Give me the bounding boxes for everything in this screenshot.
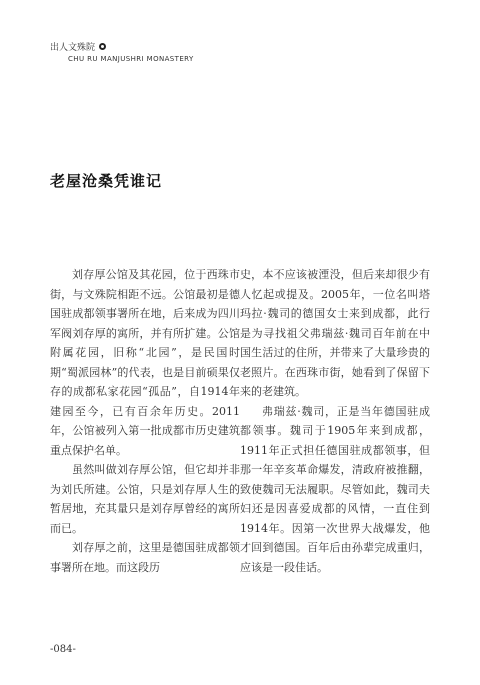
article-title: 老屋沧桑凭谁记: [50, 172, 163, 190]
page-number: -084-: [50, 644, 76, 655]
right-column: [240, 265, 430, 577]
paragraph: 刘存厚公馆及其花园，位于西珠市街，与文殊院相距不远。公馆最初是德国驻成都领事署所在地，后来成为四川军阀刘存厚的寓所，并有所扩建。公馆附属花园，旧称“北园”，是民国时期“蜀派园林”的代表，也是目前硕果仅存的成都私家花园“孤品”，自1914年建园至今，已有百余年历史。2011年，公馆被列入第一批成都市历史建筑重点保护名单。: [50, 268, 240, 457]
circle-icon: [99, 43, 106, 50]
paragraph: 虽然叫做刘存厚公馆，但它却并非为刘氏所建。公馆，只是刘存厚人生的暂居地，充其量只是刘存厚曾经的寓所而已。: [50, 463, 240, 535]
paragraph: 弗瑞兹·魏司，正是当年德国驻成都领事。魏司于1905年来到成都，1911年正式担任德国驻成都领事，但那一年辛亥革命爆发，清政府被推翻，致使魏司无法履职。尽管如此，魏司夫妇还是因喜爱成都的风情，一直住到1914年。因第一次世界大战爆发，他才回到德国。百年后由孙辈完成重归，应该是一段佳话。: [240, 404, 430, 574]
section-header: [50, 40, 106, 53]
left-column: [50, 265, 240, 577]
section-title: 出人文殊院: [50, 43, 96, 53]
paragraph: 史，本不应该被湮没，但后来却很少有人忆起或提及。2005年，一位名叫塔玛拉·魏司的德国女士来到成都，此行是为寻找祖父弗瑞兹·魏司百年前在中国生活过的住所，并带来了大量珍贵的老照片。在西珠市街，她看到了保留下来的老建筑。: [240, 268, 430, 398]
section-subtitle: CHU RU MANJUSHRI MONASTERY: [68, 55, 194, 63]
paragraph: 刘存厚之前，这里是德国驻成都领事署所在地。而这段历: [50, 541, 240, 574]
